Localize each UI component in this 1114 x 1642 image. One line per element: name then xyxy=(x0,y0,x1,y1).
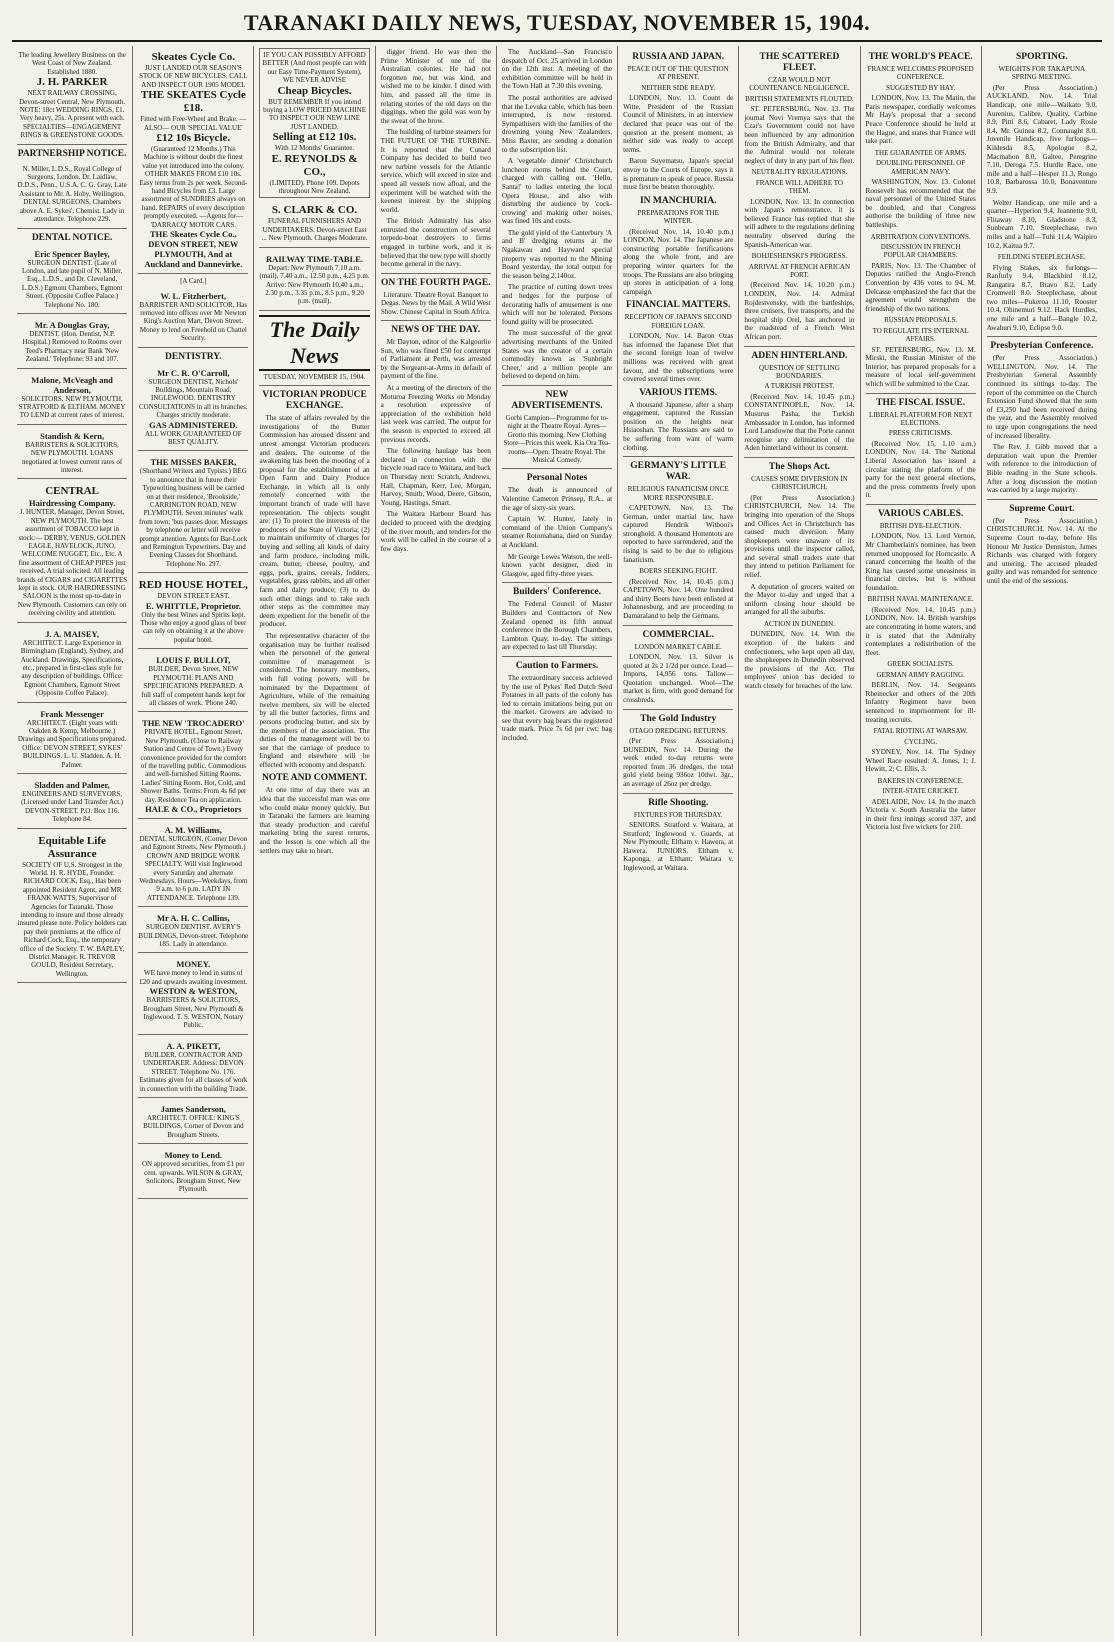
aden-subheading-2: A TURKISH PROTEST. xyxy=(764,382,835,391)
scattered-paragraph: ST. PETERSBURG, Nov. 13. The journal Novi Vremya says that the Czar's Government could not have been influenced by any admonition from the British Admiralty, and that the Admiral would not tolerate neglect of duty in any part of his fleet. xyxy=(744,105,855,165)
guarantee-heading: THE GUARANTEE OF ARMS. xyxy=(874,148,967,157)
trocadero-ad xyxy=(138,715,248,819)
divider xyxy=(623,625,733,626)
supreme-court-paragraph: (Per Press Association.) CHRISTCHURCH, Nov. 14. At the Supreme Court to-day, before His Honour Mr Justice Denniston, James Richards was charged with forgery and uttering. The accused pleaded guilty and was remanded for sentence until the end of the sessions. xyxy=(986,516,1097,585)
bullot-text: BUILDER, Devon Street, NEW PLYMOUTH. PLANS AND SPECIFICATIONS PREPARED. A full staff of competent hands kept for all classes of work. 'Phone 240. xyxy=(141,665,246,707)
divider xyxy=(381,273,491,274)
neutrality-paragraph: LONDON, Nov. 13. In connection with Japan's remonstrance, it is believed France has replied that she will adhere to the regulations defining neutrality observed during the Spanish-American war. xyxy=(744,197,855,249)
aden-subheading: QUESTION OF SETTLING BOUNDARIES. xyxy=(758,363,840,380)
malone-name: Malone, McVeagh and Anderson, xyxy=(31,374,113,395)
bohjesh-subheading: ARRIVAL AT FRENCH AFRICAN PORT. xyxy=(748,262,851,279)
germany-subheading: RELIGIOUS FANATICISM ONCE MORE RESPONSIBLE. xyxy=(627,485,729,502)
skeates-cycle: THE SKEATES Cycle £18. xyxy=(140,89,246,115)
partnership-heading: PARTNERSHIP NOTICE. xyxy=(17,148,127,159)
dentists-text: N. Miller, L.D.S., Royal College of Surgeons, London. Dr. Laidlaw, D.D.S., Penn., U.S.A. C. G. Gray, Late Assistant to Mr. A. Hoby, Wellington. DENTAL SURGEONS, Chambers above A. E. Sykes', Chemist. Lady in attendance. Telephone 229. xyxy=(17,164,127,224)
misses-ad xyxy=(138,454,248,573)
personal-paragraph-3: Mr George Lewes Watson, the well-known yacht designer, died in Glasgow, aged fifty-three years. xyxy=(501,552,613,578)
scattered-subheading-2: BRITISH STATEMENTS FLOUTED. xyxy=(745,94,854,103)
divider xyxy=(502,468,612,469)
bayley-name: Eric Spencer Bayley, xyxy=(34,248,110,259)
shops-paragraph-1: (Per Press Association.) CHRISTCHURCH, Nov. 14. The bringing into operation of the Shops and Offices Act in Christchurch has caused much diversion. Many shopkeepers were unaware of its provisions until the inspector called, and several small traders state that they intend to petition Parliament for relief. xyxy=(744,493,855,580)
cables-heading: VARIOUS CABLES. xyxy=(877,508,964,519)
commercial-heading: COMMERCIAL. xyxy=(642,629,714,640)
malone-text: SOLICITORS, NEW PLYMOUTH, STRATFORD & ELTHAM. MONEY TO LEND at current rates of interest. xyxy=(18,394,126,420)
reynolds-ad xyxy=(259,48,369,198)
trocadero-text: PRIVATE HOTEL, Egmont Street, New Plymouth. (Close to Railway Station and Centre of Town.) Every convenience provided for the comfort of the travelling public. Commodious and well-furnished Sitting Rooms. Ladies' Sitting Room. Hot, Cold, and Shower Baths. Terms: From 4s 6d per day. Residence Tea on application. xyxy=(140,728,247,804)
bakers-heading: BAKERS IN CONFERENCE. xyxy=(877,776,964,785)
shops-heading: The Shops Act. xyxy=(768,461,830,472)
german-heading: GERMAN ARMY RAGGING. xyxy=(876,670,965,679)
personal-paragraph-2: Captain W. Hunter, lately in command of the Union Company's steamer Rotomahana, died on Sunday at Auckland. xyxy=(501,515,613,549)
divider xyxy=(502,656,612,657)
russian-paragraph: ST. PETERSBURG, Nov. 13. M. Mirski, the Russian Minister of the Interior, has prepared proposals for a measure of local self-government which will be submitted to the Czar. xyxy=(865,345,976,388)
presbyterian-paragraph-1: (Per Press Association.) WELLINGTON, Nov. 14. The Presbyterian General Assembly continued its sittings to-day. The report of the committee on the Church Extension Fund showed that the sum of £3,250 had been received during the year, and the Assembly resolved to urge upon congregations the need of increased liberality. xyxy=(986,354,1097,440)
news-paragraph-1: Mr Dayton, editor of the Kalgoorlie Sun, who was fined £50 for contempt of Parliament at Perth, was arrested by the Sergeant-at-Arms in default of payment of the fine. xyxy=(380,338,491,381)
greek-heading: GREEK SOCIALISTS. xyxy=(887,660,954,669)
divider xyxy=(744,346,854,347)
bayley-ad xyxy=(17,246,127,314)
divider xyxy=(502,582,612,583)
bayley-text: SURGEON DENTIST. (Late of London, and late pupil of N. Miller, Esq., L.D.S., and Dr. Cleveland, L.D.S.) Egmont Chambers, Egmont Street. (Opposite Coffee Palace.) Telephone No. 180. xyxy=(21,258,123,309)
column-8 xyxy=(861,46,982,1636)
german-paragraph: BERLIN, Nov. 14. Sergeants Rheinecker and others of the 20th Infantry Regiment have been sentenced to imprisonment for ill-treating recruits. xyxy=(865,681,976,724)
bohjesh-paragraph: (Received Nov. 14, 10.20 p.m.) LONDON, Nov. 14. Admiral Rojdestvensky, with the battleships, three cruisers, five transports, and the hospital ship Orel, has anchored in the roadstead of a French West African port. xyxy=(744,281,855,341)
fiscal-heading: THE FISCAL ISSUE. xyxy=(876,397,966,408)
equitable-name: Equitable Life Assurance xyxy=(38,834,106,860)
messenger-name: Frank Messenger xyxy=(40,708,104,719)
peace-subheading: FRANCE WELCOMES PROPOSED CONFERENCE. xyxy=(867,65,974,82)
sporting-paragraph-1: (Per Press Association.) AUCKLAND, Nov. 14. Trial Handicap, one mile—Waikato 9.0, Aurenius, Calibre, Quality, Carbine 8.9, Pitti 8.6, Cabaret, Lady Rosie 8.4, Mr. Guinea 8.2, Connaught 8.0. Juvenile Handicap, five furlongs—Kildesda 8.5, Apologue 8.2, Macmahon 8.0, Galtee, Peregrine 7.10, Deroga 7.5. Hurdle Race, one mile and a half—Hesper 11.3, Rongo 10.8, Barbarossa 10.0, Bonaventure 9.9. xyxy=(986,83,1097,195)
flag-date: TUESDAY, NOVEMBER 15, 1904. xyxy=(263,372,366,381)
new-ads-list: Gorbi Campion—Programme for to-night at the Theatre Royal. Ayres—Grotto this morning. New Clothing Store—Prices this week. Kia Ora Tea-rooms—Open. Theatre Royal. The Musical Comedy. xyxy=(503,413,611,464)
rifle-subheading: FIXTURES FOR THURSDAY. xyxy=(633,810,723,819)
commercial-subheading: LONDON MARKET CABLE. xyxy=(634,642,722,651)
germany-heading: GERMANY'S LITTLE WAR. xyxy=(630,461,727,483)
item-paragraph-2: The postal authorities are advised that the Levuka cable, which has been interrupted, is now restored. Sympathisers with the families of the drowning young New Zealanders, Miss Baxter, are sending a donation to the subscription list. xyxy=(501,93,613,154)
newspaper-flag: The Daily News xyxy=(259,315,369,371)
dentists-ad xyxy=(17,162,127,229)
railway-text: Depart: New Plymouth 7.10 a.m. (mail), 7.40 a.m., 12.50 p.m., 4.25 p.m. Arrive: New Plymouth 10.40 a.m., 2.30 p.m., 3.35 p.m., 8.5 p.m., 9.20 p.m. (mail). xyxy=(259,263,370,306)
peace-paragraph: LONDON, Nov. 13. The Matin, the Paris newspaper, cordially welcomes Mr Hay's proposal that a second Peace Conference should be held at the Hague, and states that France will take part. xyxy=(865,94,976,146)
germany-paragraph: CAPETOWN, Nov. 13. The German, under martial law, have captured Hendrik Witbooi's stronghold. A thousand Hottentots are reported to have surrendered, and the rising is said to be due to religious fanaticism. xyxy=(623,504,734,564)
peace-subheading-2: SUGGESTED BY HAY. xyxy=(886,83,956,92)
williams-text: DENTAL SURGEON, (Corner Devon and Egmont Streets, New Plymouth.) CROWN AND BRIDGE WORK SPECIALTY. Will visit Inglewood every Saturday and alternate Wednesdays. Hours—Weekdays, from 9 a.m. to 6 p.m. LADY IN ATTENDANCE. Telephone 139. xyxy=(139,834,248,902)
redhouse-text: DEVON STREET EAST. xyxy=(157,592,230,601)
naval-heading: BRITISH NAVAL MAINTENANCE. xyxy=(867,595,974,604)
redhouse-name: RED HOUSE HOTEL, xyxy=(138,579,248,592)
russia-paragraph-1: LONDON, Nov. 13. Count de Witte, President of the Russian Council of Ministers, in an interview declared that peace was out of the question at the present moment, as neither side was ready to accept terms. xyxy=(623,94,734,154)
messenger-ad xyxy=(17,706,127,774)
sladden-name: Sladden and Palmer, xyxy=(34,779,110,790)
equitable-ad xyxy=(17,832,127,984)
redhouse-ad xyxy=(138,576,248,649)
financial-heading: FINANCIAL MATTERS. xyxy=(626,300,731,311)
equitable-text: SOCIETY OF U.S. Strongest in the World. H. R. HYDE, Founder. RICHARD COCK, Esq., Has been appointed Resident Agent, and MR FRANK WATTS, Supervisor of Agencies for Taranaki. Those intending to insure and those already insured please note. Policy holders can pay their premiums at the office of Richard Cock, Esq., the temporary office of the Society. T. W. BAPLEY, District Manager. R. TREVOR GOULD, Resident Secretary, Wellington. xyxy=(17,860,127,978)
sladden-ad xyxy=(17,777,127,829)
cables-paragraph: LONDON, Nov. 13. Lord Vernon, Mr Chamberlain's nominee, has been returned unopposed for Horncastle. A canard concerning the health of the King has caused some uneasiness in financial circles, but is without foundation. xyxy=(865,532,976,592)
divider xyxy=(381,320,491,321)
note-heading: NOTE AND COMMENT. xyxy=(261,773,368,784)
weston-text: BARRISTERS & SOLICITORS, Brougham Street, New Plymouth & Inglewood. T. S. WESTON, Notary Public. xyxy=(143,996,244,1030)
bullot-ad xyxy=(138,652,248,712)
sladden-text: ENGINEERS AND SURVEYORS, (Licensed under Land Transfer Act.) DEVON-STREET. P.O. Box 116. Telephone 84. xyxy=(21,789,124,824)
selling-price: Selling at £12 10s. xyxy=(272,131,357,144)
boers-paragraph: (Received Nov. 14, 10.45 p.m.) CAPETOWN, Nov. 14. One hundred and thirty Boers have been enlisted at Johannesburg, and are proceeding to Damaraland to help the Germans. xyxy=(623,577,734,620)
rifle-heading: Rifle Shooting. xyxy=(648,797,709,808)
arbitration-paragraph: PARIS, Nov. 13. The Chamber of Deputies ratified the Anglo-French Convention by 436 votes to 94. M. Delcasse emphasized the fact that the agreement would strengthen the friendship of the two nations. xyxy=(865,261,976,313)
gold-paragraph: (Per Press Association.) DUNEDIN, Nov. 14. During the week ended to-day returns were reported from 36 dredges, the total gold yield being 936oz 10dwt. 3gr., an average of 26oz per dredge. xyxy=(623,736,734,788)
action-heading: ACTION IN DUNEDIN. xyxy=(763,620,835,629)
caution-heading: Caution to Farmers. xyxy=(515,660,599,671)
maisey-ad xyxy=(17,626,127,703)
maisey-name: J. A. MAISEY, xyxy=(45,628,99,639)
interstate-paragraph: ADELAIDE, Nov. 14. In the match Victoria v. South Australia the latter in their first innings scored 337, and Victoria lost five wickets for 210. xyxy=(865,797,976,832)
action-paragraph: DUNEDIN, Nov. 14. With the exception of the bakers and confectioners, who kept open all day, the shopkeepers in Dunedin observed the provisions of the Act. The employees' union has decided to watch closely for breaches of the law. xyxy=(744,630,855,690)
builders-heading: Builders' Conference. xyxy=(513,587,601,598)
misses-name: THE MISSES BAKER, xyxy=(150,457,237,468)
williams-name: A. M. Williams, xyxy=(164,824,222,835)
fourth-page-heading: ON THE FOURTH PAGE. xyxy=(380,277,491,288)
aden-paragraph: (Received Nov. 14, 10.45 p.m.) CONSTANTINOPLE, Nov. 14. Musurus Pasha, the Turkish Ambassador in London, has informed Lord Lansdowne that the Porte cannot recognise any delimitation of the Aden hinterland without its consent. xyxy=(744,392,855,453)
divider xyxy=(623,456,733,457)
divider xyxy=(987,336,1097,337)
pest-label: ALL WORK GUARANTEED OF BEST QUALITY. xyxy=(145,429,242,446)
cycling-paragraph: SYDNEY, Nov. 14. The Sydney Wheel Race resulted: A. Jones, 1; J. Hewitt, 2; C. Ellis, 3. xyxy=(865,748,976,774)
divider xyxy=(866,504,976,505)
maisey-text: ARCHITECT. Large Experience in Birmingham (England), Sydney, and Auckland. Drawings, Specifications, etc., prepared in first-class style for any description of buildings. Office: Egmont Chambers, Egmont Street (Opposite Coffee Palace). xyxy=(20,638,124,698)
central-ad xyxy=(17,482,127,622)
fourth-page-list: Literature. Theatre Royal. Banquet to Degas. News by the Mail. A Wild West Show. Chinese Capital in South Africa. xyxy=(380,290,491,316)
various-paragraph: A thousand Japanese, after a sharp engagement, captured the Russian position on the heights near Hsiaoshan. The Russians are said to be suffering from want of warm clothing. xyxy=(623,400,734,452)
naval-paragraph: (Received Nov. 14, 10.45 p.m.) LONDON, Nov. 14. British warships are concentrating in home waters, and it is stated that the Admiralty contemplates a redistribution of the fleet. xyxy=(865,605,976,657)
item-paragraph-1: The Auckland—San Francisco despatch of Oct. 25 arrived in London on the 12th inst. A meeting of the exhibition committee will be held in the Town Hall at 7.30 this evening. xyxy=(501,48,613,91)
skeates-ad xyxy=(138,48,248,274)
manchuria-subheading: PREPARATIONS FOR THE WINTER. xyxy=(637,208,719,226)
fitzherbert-ad xyxy=(138,288,248,348)
collins-ad xyxy=(138,910,248,953)
guarantee-subheading: DOUBLING PERSONNEL OF AMERICAN NAVY. xyxy=(876,159,966,176)
dentistry-heading: DENTISTRY. xyxy=(165,351,222,362)
article-paragraph-1: digger friend. He was then the Prime Minister of one of the Australian colonies. He had not forgotten me, but was kind, and wished me to be kinder. I dined with him, and passed all the time in relating stories of the old days on the diggings, when the gold was won by the sweat of the brow. xyxy=(380,48,491,125)
williams-ad xyxy=(138,822,248,907)
sporting-subheading: WEIGHTS FOR TAKAPUNA SPRING MEETING. xyxy=(998,65,1086,82)
builders-paragraph: The Federal Council of Master Builders and Contractors of New Zealand opened its fifth annual conference in the Borough Chambers, Lambton Quay, to-day. The sittings are expected to last till Thursday. xyxy=(501,600,613,652)
victorian-paragraph-2: The representative character of the organisation may be further realised when the personnel of the general committee of management is considered. The honorary members, with full voting powers, will be nominated by the Department of Agriculture, while of the remaining twelve members, six will be elected by all the butter factories, firms and persons producing butter, and six by the members of the association. The duties of the management will be to see that the carriage of produce to England and elsewhere will be effected with economy and despatch. xyxy=(259,631,370,769)
various-heading: VARIOUS ITEMS. xyxy=(639,387,718,398)
column-1 xyxy=(12,46,133,1636)
presbyterian-heading: Presbyterian Conference. xyxy=(990,341,1094,352)
feilding-paragraph: Flying Stakes, six furlongs—Ranfurly 9.4, Blackbird 8.12, Rangatira 8.7, Bravo 8.2, Lady Cromwell 8.0. Steeplechase, about two miles—Pukeroa 11.10, Rooster 10.4, Ohinemuri 9.12. Hack Hurdles, one mile and a half—Bangle 10.2, Awahuri 9.10, Eclipse 9.0. xyxy=(986,263,1097,332)
fitzherbert-text: BARRISTER AND SOLICITOR, Has removed into offices over Mr Newton King's Auction Mart, Devon Street. Money to lend on Freehold on Chattel Security. xyxy=(139,300,248,343)
parker-name: J. H. PARKER xyxy=(36,76,108,89)
shops-paragraph-2: A deputation of grocers waited on the Mayor to-day and urged that a uniform closing hour should be arranged for all the suburbs. xyxy=(744,582,855,617)
pikett-text: BUILDER, CONTRACTOR AND UNDERTAKER. Address: DEVON STREET. Telephone No. 176. Estimates given for all classes of work in connection with the building Trade. xyxy=(139,1050,248,1093)
financial-subheading: RECEPTION OF JAPAN'S SECOND FOREIGN LOAN. xyxy=(624,313,732,330)
standish-text: BARRISTERS & SOLICITORS, NEW PLYMOUTH. LOANS negotiated at lowest current rates of interest. xyxy=(22,440,123,474)
skeates-text: JUST LANDED OUR SEASON'S STOCK OF NEW BICYCLES. CALL AND INSPECT OUR 1905 MODEL xyxy=(139,64,248,89)
column-9 xyxy=(982,46,1102,1636)
fatal-heading: FATAL RIOTING AT WARSAW. xyxy=(873,727,968,736)
russian-heading: RUSSIAN PROPOSALS. xyxy=(884,316,958,325)
rifle-paragraph: SENIORS. Stratford v. Waitara, at Stratford; Inglewood v. Guards, at New Plymouth; Eltham v. Hawera, at Hawera. JUNIORS. Eltham v. Kaponga, at Eltham; Waitara v. Inglewood, at Waitara. xyxy=(623,820,734,872)
article-paragraph-3: The British Admiralty has also entrusted the construction of several torpedo-boat destroyers to firms engaged in turbine work, and it is believed that the new type will shortly become general in the navy. xyxy=(380,217,491,269)
scattered-subheading: CZAR WOULD NOT COUNTENANCE NEGLIGENCE. xyxy=(749,76,850,93)
parker-established: Established 1880. xyxy=(47,67,97,76)
victorian-paragraph-1: The state of affairs revealed by the investigations of the Butter Commission has aroused dissent and unrest amongst Victorian producers and dealers. The outcome of the awakening has been the mooting of a proposal for the establishment of an Open Farm and Dairy Produce Exchange, in which all is only remotely concerned with the important branch of trade will have representation. The objects sought are: (1) To protect the interests of the producers of the State of Victoria; (2) to maintain uniformity of charges for buying and selling all kinds of dairy and farm produce, including milk, cream, butter, cheese, poultry, and eggs, pork, grains, cereals, fodders, vegetables, grass rabbits, and all other farm and dairy produce; (3) to do such other things and to take such other steps as the committee may deem expedient for the benefit of the producer. xyxy=(259,414,370,629)
standish-ad xyxy=(17,428,127,480)
shops-subheading: CAUSES SOME DIVERSION IN CHRISTCHURCH. xyxy=(751,474,848,492)
new-ads-heading: NEW ADVERTISEMENTS. xyxy=(511,389,603,411)
skeates-special: Fitted with Free-Wheel and Brake. —ALSO— OUR 'SPECIAL VALUE' xyxy=(140,115,247,132)
clark-name: S. CLARK & CO. xyxy=(271,204,358,217)
parker-ad xyxy=(17,48,127,145)
divider xyxy=(866,393,976,394)
divider xyxy=(744,457,854,458)
peace-heading: THE WORLD'S PEACE. xyxy=(868,52,973,62)
arbitration-subheading: DISCUSSION IN FRENCH POPULAR CHAMBERS. xyxy=(880,242,961,260)
financial-paragraph: LONDON, Nov. 14. Baron Ozas has informed the Japanese Diet that the second foreign loan of twelve millions was received with great favour, and the subscriptions were covered several times over. xyxy=(623,332,734,384)
reynolds-sub: (LIMITED). Phone 109. Depots throughout New Zealand. xyxy=(269,178,360,196)
russia-paragraph-2: Baron Suyematsu, Japan's special envoy to the Courts of Europe, says it is premature to speak of peace. Russia must first be beaten thoroughly. xyxy=(623,157,734,192)
clark-text: FUNERAL FURNISHERS AND UNDERTAKERS. Devon-street East ... New Plymouth. Charges Moderate. xyxy=(261,217,368,243)
trocadero-name: THE NEW 'TROCADERO' xyxy=(142,718,245,729)
sanderson-name: James Sanderson, xyxy=(160,1103,226,1114)
sanderson-text: ARCHITECT. OFFICE: KING'S BUILDINGS, Corner of Devon and Brougham Streets. xyxy=(143,1113,244,1139)
clark-ad xyxy=(259,201,369,247)
interstate-heading: INTER-STATE CRICKET. xyxy=(882,787,959,796)
news-paragraph-4: The Waitara Harbour Board has decided to proceed with the dredging of the river mouth, and tenders for the work will be called in the course of a few days. xyxy=(380,510,491,553)
parker-note: NOTE: 18ct WEDDING RINGS, £1. Very heavy, 25s. A present with each. SPECIALTIES—ENGAGEMENT RINGS & GREENSTONE GOODS. xyxy=(19,106,125,140)
divider xyxy=(502,385,612,386)
gold-subheading: OTAGO DREDGING RETURNS. xyxy=(629,726,728,735)
railway-timetable xyxy=(259,251,369,311)
item-paragraph-5: The practice of cutting down trees and hedges for the purpose of decorating halls of amusement is one which will not be tolerated. Persons found guilty will be prosecuted. xyxy=(501,283,613,326)
masthead: TARANAKI DAILY NEWS, TUESDAY, NOVEMBER 15, 1904. xyxy=(12,10,1102,42)
bullot-name: LOUIS F. BULLOT, xyxy=(156,655,231,666)
lend-name: Money to Lend. xyxy=(164,1150,223,1161)
carroll-name: Mr C. R. O'Carroll, xyxy=(157,367,230,378)
news-paragraph-2: At a meeting of the directors of the Moturoa Freezing Works on Monday a resolution expressive of appreciation of the exhibition held last week was carried. The output for the season is expected to exceed all previous records. xyxy=(380,384,491,444)
money-heading: MONEY. xyxy=(176,959,211,970)
manchuria-paragraph: (Received Nov. 14, 10.40 p.m.) LONDON, Nov. 14. The Japanese are constructing portable fortifications along the whole front, and are preparing winter quarters for the troops. The Russians are also bringing up stores in anticipation of a long campaign. xyxy=(623,227,734,296)
feilding-heading: FEILDING STEEPLECHASE. xyxy=(997,253,1086,262)
item-paragraph-3: A 'vegetable dinner' Christchurch luncheon rooms behind the Court, charged with calling out. 'Hello, Santa!' to ladies entering the local Opera House, and also with disturbing the audience by 'cock-crowing' and making other noises, was fined 10s and costs. xyxy=(501,157,613,226)
column-4 xyxy=(376,46,497,1636)
gray-ad xyxy=(17,317,127,369)
column-5 xyxy=(497,46,618,1636)
aden-heading: ADEN HINTERLAND. xyxy=(751,350,848,361)
skeates-address: THE Skeates Cycle Co., DEVON STREET, NEW PLYMOUTH, And at Auckland and Dannevirke. xyxy=(144,229,243,270)
reynolds-name: E. REYNOLDS & CO., xyxy=(271,152,358,178)
parker-address: NEXT RAILWAY CROSSING, Devon-street Central, New Plymouth. xyxy=(19,89,126,106)
money-ad xyxy=(138,956,248,1034)
note-paragraph: At one time of day there was an idea that the successful man was one who could make money quickly. But in Taranaki the farmers are learning that steady production and careful marketing bring the surest returns, and the lesson is one which all the settlers may take to heart. xyxy=(259,786,370,855)
carroll-text: SURGEON DENTIST, Nichols' Buildings, Mountain Road, INGLEWOOD. DENTISTRY CONSULTATIONS in all its branches. Charges strictly moderate. xyxy=(139,377,248,420)
personal-heading: Personal Notes xyxy=(526,473,588,484)
news-of-day-heading: NEWS OF THE DAY. xyxy=(391,325,481,336)
bohjesh-heading: BOHJESHENSKI'S PROGRESS. xyxy=(751,252,848,261)
gas-label: GAS ADMINISTERED. xyxy=(149,419,238,430)
collins-name: Mr A. H. C. Collins, xyxy=(157,913,230,924)
collins-text: SURGEON DENTIST. AVERY'S BUILDINGS, Devon-street. Telephone 185. Lady in attendance. xyxy=(138,923,249,949)
cables-subheading: BRITISH DYE-ELECTION. xyxy=(879,521,962,530)
fiscal-paragraph: (Received Nov. 15, 1.10 a.m.) LONDON, Nov. 14. The National Liberal Association has issued a circular stating the platform of the party for the next general elections, and the press comments freely upon it. xyxy=(865,439,976,500)
sporting-paragraph-2: Welter Handicap, one mile and a quarter—Hyperion 9.4, Jeannette 9.0, Flitaway 8.10, Gladstone 8.3, Sunbeam 7.10. Steeplechase, two miles and a half—Tuhi 11.4, Waipiro 10.2, Kaitua 9.7. xyxy=(986,198,1097,250)
sporting-heading: SPORTING. xyxy=(1016,52,1068,62)
parker-intro: The leading Jewellery Business on the West Coast of New Zealand. xyxy=(18,51,126,68)
russian-subheading: TO REGULATE ITS INTERNAL AFFAIRS. xyxy=(872,326,969,344)
divider xyxy=(623,709,733,710)
carroll-ad xyxy=(138,365,248,452)
arbitration-heading: ARBITRATION CONVENTIONS. xyxy=(870,232,971,241)
neutrality-subheading: FRANCE WILL ADHERE TO THEM. xyxy=(755,178,843,196)
sanderson-ad xyxy=(138,1101,248,1144)
reynolds-intro: IF YOU CAN POSSIBLY AFFORD BETTER (And most people can with our Easy Time-Payment System), WE NEVER ADVISE xyxy=(262,51,367,85)
manchuria-heading: IN MANCHURIA. xyxy=(639,195,717,206)
caution-paragraph: The extraordinary success achieved by the use of Pykes' Red Dutch Seed Potatoes in all parts of the colony has led to certain imitations being put on the market. Growers are advised to see that every bag bears the registered trade mark. Price 7s 6d per cwt; bag included. xyxy=(501,673,613,743)
gold-heading: The Gold Industry xyxy=(640,713,717,724)
dental-notice-heading: DENTAL NOTICE. xyxy=(31,232,113,243)
guarantee-paragraph: WASHINGTON, Nov. 13. Colonel Roosevelt has recommended that the naval personnel of the United States be doubled, and that Congress authorise the building of three new battleships. xyxy=(865,178,976,229)
skeates-more: (Guaranteed 12 Months.) This Machine is without doubt the finest value yet introduced into the colony. OTHER MAKES FROM £10 10s. Easy terms from 2s per week. Second-hand Bicycles from £3. Large assortment of SUNDRIES always on hand. REPAIRS of every description promptly executed. —Agents for— 'DARRACQ' MOTOR CARS. xyxy=(139,145,248,229)
news-paragraph-3: The following haulage has been declared in connection with the bicycle road race to Waitara, and back on Thursday next: Scratch, Andrews, Hall, Chapman, Kerr, Lee, Morgan, Harvey, Smith, Wood, Deere, Gibson, Young, Hastings, Smart. xyxy=(380,447,491,507)
column-2 xyxy=(133,46,254,1636)
fiscal-subheading-2: PRESS CRITICISMS. xyxy=(888,429,953,438)
lend-text: ON approved securities, from £1 per cent. upwards. WILSON & GRAY, Solicitors, Brougham Street, New Plymouth. xyxy=(142,1160,245,1194)
central-name: CENTRAL xyxy=(45,485,99,498)
hale-proprietors: HALE & CO., Proprietors xyxy=(145,803,242,814)
fiscal-subheading: LIBERAL PLATFORM FOR NEXT ELECTIONS. xyxy=(868,410,973,427)
item-paragraph-4: The gold yield of the Canterbury 'A and B' dredging returns at the Ngakawau and Hayward special property was reported to the Mining Board yesterday, the total output for the season being 2,140oz. xyxy=(501,228,613,280)
item-paragraph-6: The most successful of the great advertising merchants of the United States was the creator of a certain commodity known as 'Sunbright Cheer,' and a million people are believed to depend on him. xyxy=(501,329,613,381)
personal-paragraph-1: The death is announced of Valentine Cameron Prinsep, R.A., at the age of sixty-six years. xyxy=(501,486,613,512)
divider xyxy=(987,499,1097,500)
divider xyxy=(259,385,369,386)
whittle-name: E. WHITTLE, Proprietor. xyxy=(145,600,241,611)
pikett-ad xyxy=(138,1038,248,1098)
messenger-text: ARCHITECT. (Eight years with Oakden & Kemp, Melbourne.) Drawings and Specifications prepared. Office: DEVON STREET, SYKES' BUILDINGS. L. U. Sladden. A. H. Palmer. xyxy=(17,718,127,769)
presbyterian-paragraph-2: The Rev. J. Gibb moved that a deputation wait upon the Premier with reference to the introduction of Bible reading in the State schools. After a long discussion the motion was carried by a large majority. xyxy=(986,443,1097,495)
gray-text: DENTIST. (Hon. Dentist, N.P. Hospital.) Removed to Rooms over Teed's Pharmacy near Bank 'New Zealand.' Telephone: 93 and 107. xyxy=(22,329,122,364)
boers-heading: BOERS SEEKING FIGHT. xyxy=(639,567,718,576)
victorian-heading: VICTORIAN PRODUCE EXCHANGE. xyxy=(262,390,367,412)
divider xyxy=(623,793,733,794)
pikett-name: A. A. PIKETT, xyxy=(166,1040,221,1051)
column-3 xyxy=(254,46,375,1636)
lend-ad xyxy=(138,1147,248,1199)
reynolds-remember: BUT REMEMBER If you intend buying a LOW PRICED MACHINE TO INSPECT OUR NEW LINE JUST LANDED. xyxy=(263,97,366,131)
neutrality-heading: NEUTRALITY REGULATIONS. xyxy=(751,168,848,177)
selling-guarantee: With 12 Months' Guarantee. xyxy=(274,144,355,153)
railway-heading: RAILWAY TIME-TABLE. xyxy=(266,253,364,264)
whittle-text: Only the best Wines and Spirits kept. Those who enjoy a good glass of beer can rely on obtaining it at the above popular hotel. xyxy=(140,610,247,644)
russia-subheading-2: NEITHER SIDE READY. xyxy=(641,83,716,92)
russia-heading: RUSSIA AND JAPAN. xyxy=(632,52,725,62)
cheap-bicycles: Cheap Bicycles. xyxy=(277,84,352,97)
scattered-heading: THE SCATTERED FLEET. xyxy=(759,52,840,73)
columns xyxy=(12,46,1102,1636)
card-label: [A Card.] xyxy=(180,277,207,286)
gray-name: Mr. A Douglas Gray, xyxy=(34,319,110,330)
central-text: J. HUNTER, Manager, Devon Street, NEW PLYMOUTH. The best assortment of TOBACCO kept in stock:— DERBY, VENUS, GOLDEN EAGLE, HAVELOCK, JUNO, WELCOME NUGGET, Etc., Etc. A fine assortment of CHEAP PIPES just received. A trial solicited. All leading brands of CIGARS and CIGARETTES kept in stock. OUR HAIRDRESSING SALOON is the most up-to-date in New Plymouth. Customers can rely on receiving civility and attention. xyxy=(17,508,128,618)
skeates-name: Skeates Cycle Co. xyxy=(151,51,236,63)
misses-text: (Shorthand Writers and Typists.) BEG to announce that in future their Typewriting business will be carried on at their residence, 'Brookside,' CARRINGTON ROAD, NEW PLYMOUTH. Seven minutes' walk from town; 'bus passes door. Messages by telephone or letter will receive prompt attention. Agents for Bar-Lock and Remington Typewriters. Day and Evening Classes for Shorthand. Telephone No. 297. xyxy=(139,467,248,568)
article-paragraph-2: The building of turbine steamers for THE FUTURE OF THE TURBINE. It is reported that the Cunard Company has decided to build two new turbine vessels for the Atlantic service, which will exceed in size and speed all vessels now afloat, and the experiment will be watched with the keenest interest by the shipping world. xyxy=(380,128,491,214)
skeates-price: £12 10s Bicycle. xyxy=(156,132,231,145)
central-subtitle: Hairdressing Company. xyxy=(28,498,116,509)
fitzherbert-name: W. L. Fitzherbert, xyxy=(160,290,227,301)
supreme-court-heading: Supreme Court. xyxy=(1009,503,1075,514)
standish-name: Standish & Kern, xyxy=(40,430,105,441)
weston-name: WESTON & WESTON, xyxy=(149,986,238,997)
column-7 xyxy=(739,46,860,1636)
russia-subheading: PEACE OUT OF THE QUESTION AT PRESENT. xyxy=(627,65,729,82)
money-text: WE have money to lend in sums of £20 and upwards awaiting investment. xyxy=(139,969,248,986)
cycling-heading: CYCLING. xyxy=(904,737,938,746)
column-6 xyxy=(618,46,739,1636)
malone-ad xyxy=(17,372,127,425)
commercial-paragraph: LONDON, Nov. 13. Silver is quoted at 2s 2 1/2d per ounce. Lead—Imports, 14,956 tons. Tallow—Quotation unchanged. Wool—The market is firm, with good demand for crossbreds. xyxy=(623,653,734,704)
